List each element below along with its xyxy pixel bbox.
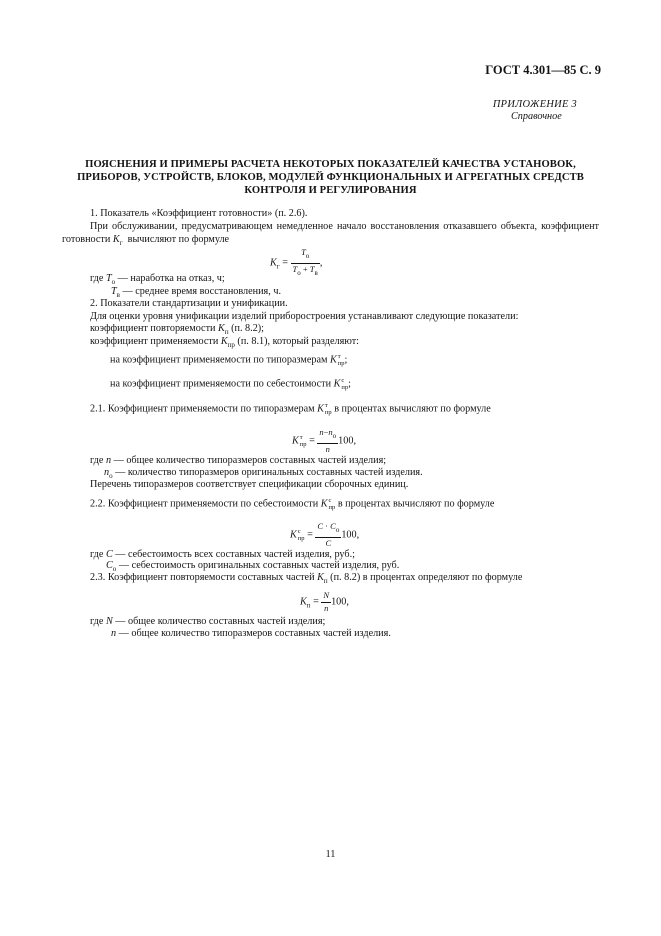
where-2-3-1: где N — общее количество составных частей изделия; bbox=[90, 616, 326, 627]
section-2-sub-2: на коэффициент применяемости по себестоимости K с пр ; bbox=[110, 377, 351, 391]
formula-type-applicability: K т пр = $\frac{n-n_о}{n}$ 100, bbox=[292, 427, 356, 454]
section-1-intro: При обслуживании, предусматривающем немедленное начало восстановления отказавшего объекта, коэффициент готовности $K_г$ вычисляют по формуле bbox=[62, 221, 599, 247]
where-2-2-1: где C — себестоимость всех составных частей изделия, руб.; bbox=[90, 549, 355, 560]
where-2-2-2: $C_о$ — себестоимость оригинальных составных частей изделия, руб. bbox=[106, 560, 400, 573]
where-1-1: где $T_о$ — наработка на отказ, ч; bbox=[90, 273, 225, 286]
section-2-sub-1: на коэффициент применяемости по типоразмерам K т пр ; bbox=[110, 353, 348, 367]
where-2-3-2: n — общее количество типоразмеров составных частей изделия. bbox=[111, 628, 391, 639]
appendix-label: ПРИЛОЖЕНИЕ 3 bbox=[492, 99, 577, 110]
k-g-var: K bbox=[112, 233, 120, 245]
section-2-1-note: Перечень типоразмеров соответствует спецификации сборочных единиц. bbox=[90, 479, 409, 490]
section-2-intro: Для оценки уровня унификации изделий приборостроения устанавливают следующие показатели: bbox=[90, 311, 519, 322]
section-2-item-1: коэффициент повторяемости $K_п$ (п. 8.2); bbox=[90, 323, 265, 336]
formula-availability: $K_г$ = $\frac{T_o}{T_o + T_в}$ , bbox=[270, 247, 323, 277]
section-2-item-2: коэффициент применяемости $K_{пр}$ (п. 8.1), который разделяют: bbox=[90, 336, 360, 349]
where-1-2: $T_в$ — среднее время восстановления, ч. bbox=[111, 286, 282, 299]
where-2-1-1: где n — общее количество типоразмеров составных частей изделия; bbox=[90, 455, 387, 466]
document-header: ГОСТ 4.301—85 С. 9 bbox=[485, 63, 601, 77]
section-2-1-text: 2.1. Коэффициент применяемости по типоразмерам K т пр в процентах вычисляют по формуле bbox=[90, 402, 491, 416]
page-title: ПОЯСНЕНИЯ И ПРИМЕРЫ РАСЧЕТА НЕКОТОРЫХ ПОКАЗАТЕЛЕЙ КАЧЕСТВА УСТАНОВОК, ПРИБОРОВ, УСТРОЙСТВ, БЛОКОВ, МОДУЛЕЙ ФУНКЦИОНАЛЬНЫХ И АГРЕГАТНЫХ СРЕДСТВ КОНТРОЛЯ И РЕГУЛИРОВАНИЯ bbox=[77, 159, 584, 196]
formula-cost-applicability: K с пр = $\frac{C \cdot C_о}{C}$ 100, bbox=[290, 521, 360, 548]
formula-repeatability: $K_п$ = $\frac{N}{n}$ 100, bbox=[300, 590, 349, 613]
section-1-heading: 1. Показатель «Коэффициент готовности» (п. 2.6). bbox=[90, 208, 308, 219]
section-2-3-text: 2.3. Коэффициент повторяемости составных частей $K_п$ (п. 8.2) в процентах определяют по формуле bbox=[90, 572, 523, 585]
section-2-2-text: 2.2. Коэффициент применяемости по себестоимости K с пр в процентах вычисляют по формуле bbox=[90, 497, 495, 511]
appendix-type: Справочное bbox=[511, 111, 562, 122]
where-2-1-2: $n_о$ — количество типоразмеров оригинальных составных частей изделия. bbox=[104, 467, 423, 480]
section-2-heading: 2. Показатели стандартизации и унификации. bbox=[90, 298, 288, 309]
page-number: 11 bbox=[325, 849, 336, 860]
